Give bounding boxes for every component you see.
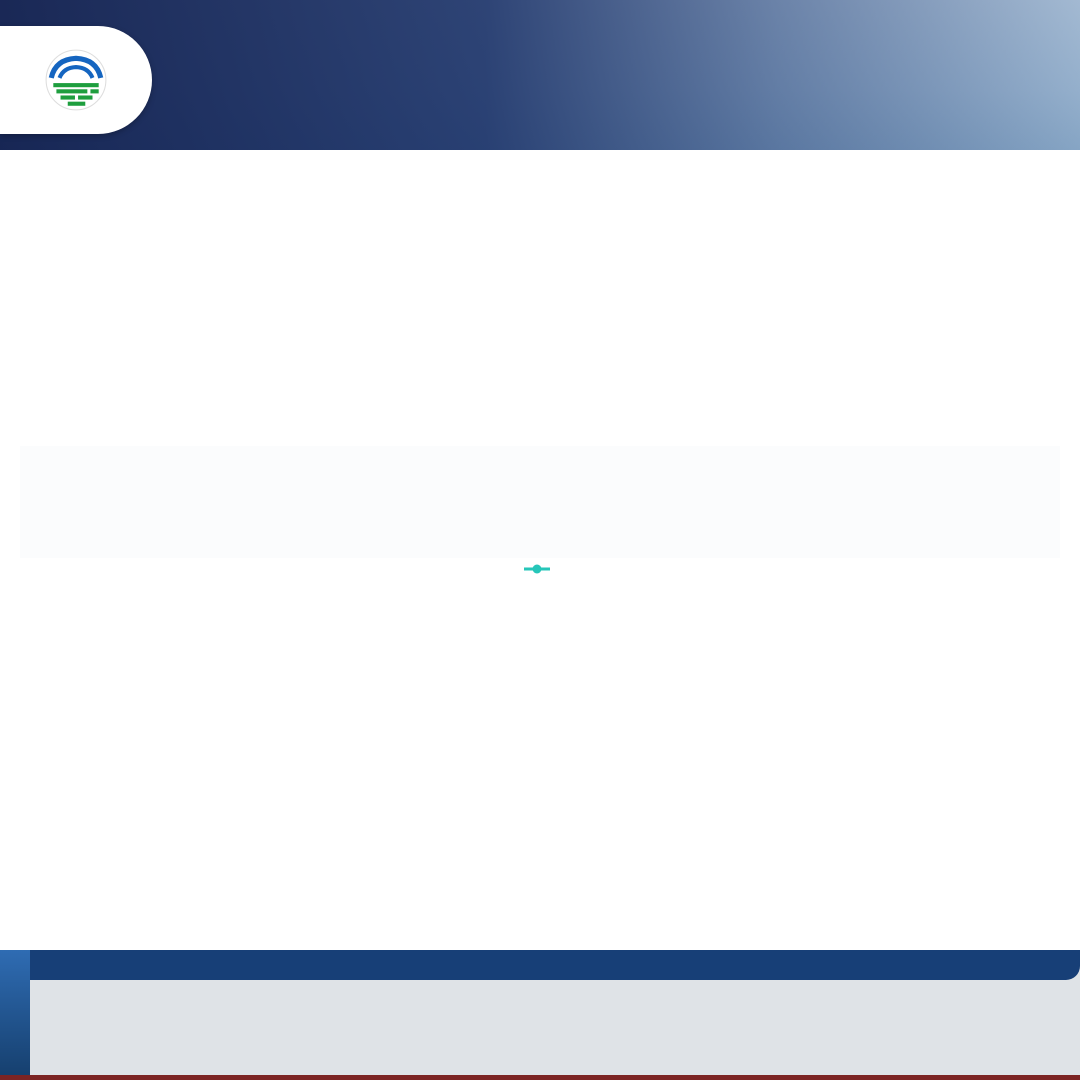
chart-legend xyxy=(0,558,1080,580)
daily-forecast-row xyxy=(35,590,1045,828)
hourly-forecast-row xyxy=(33,188,1047,438)
legend-description xyxy=(30,950,1080,980)
legend-icon-row xyxy=(30,980,1080,1075)
bmkg-logo xyxy=(0,26,152,134)
legend-sidebar xyxy=(0,950,30,1075)
sst-line-chart xyxy=(20,446,1060,558)
sst-chart xyxy=(20,446,1060,558)
bmkg-logo-icon xyxy=(43,47,109,113)
legend-section xyxy=(0,950,1080,1080)
header-banner xyxy=(0,0,1080,150)
legend-marker-icon xyxy=(524,564,550,574)
header-overlay xyxy=(0,0,1080,150)
